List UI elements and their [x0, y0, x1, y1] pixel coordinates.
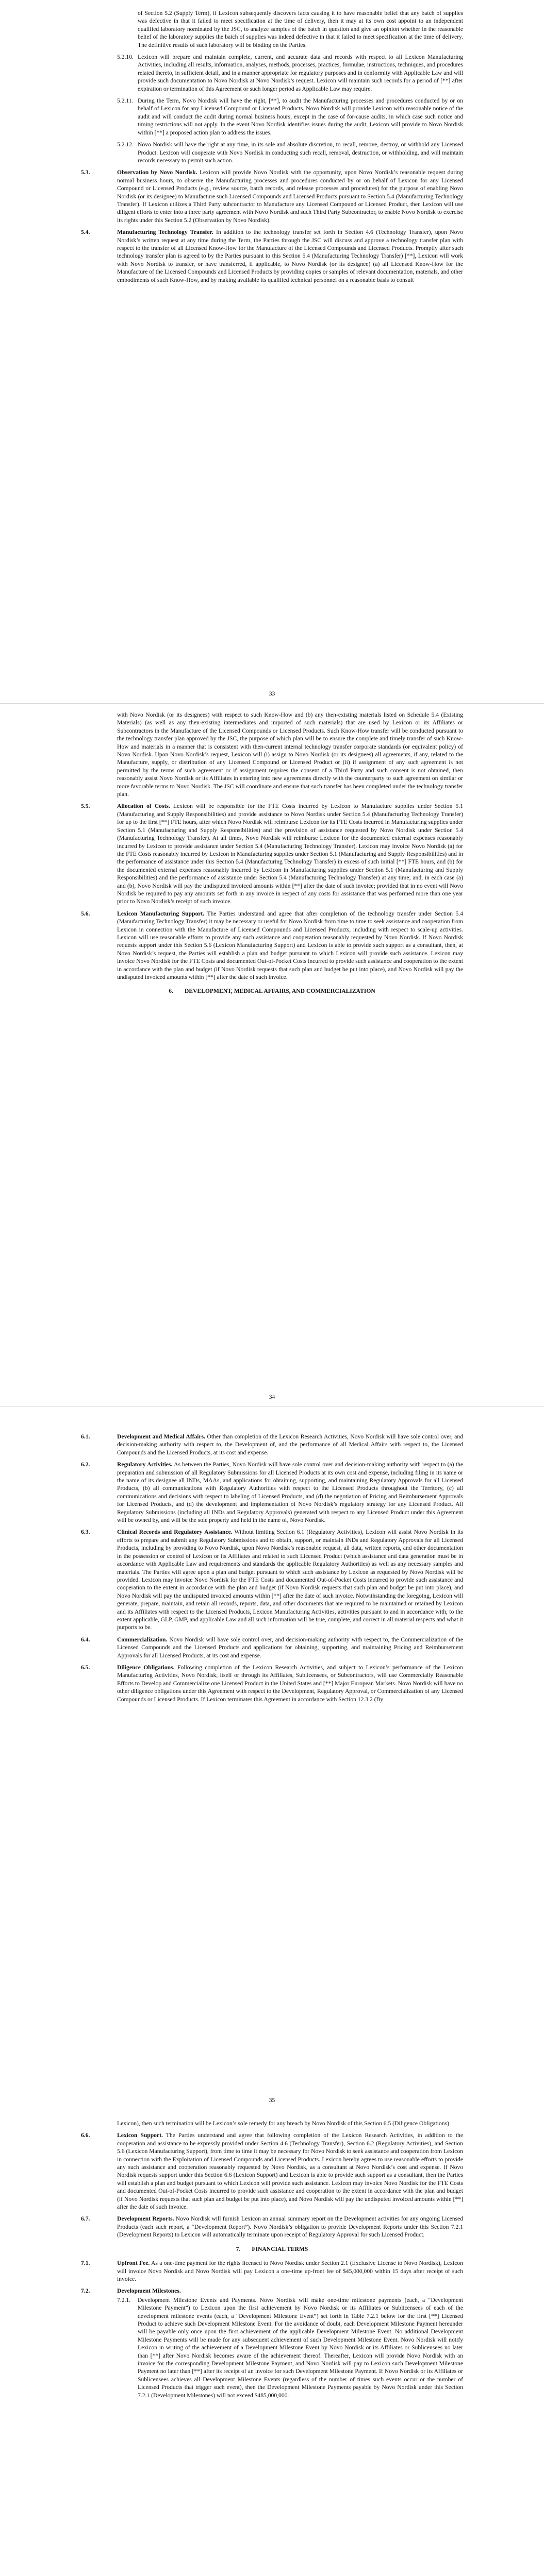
paragraph-text: Novo Nordisk will furnish Lexicon an annual summary report on the Development activities for any ongoing Licensed Products (each such report, a “Development Report”). Novo Nordisk’s obligation to provide Development Reports under this Section 7.2.1 (Development Reports) to Lexicon will automatically terminate upon receipt of Regulatory Approval for such Licensed Product.: [117, 2215, 463, 2239]
section-6-5-continuation: [81, 2120, 463, 2127]
section-number: 6.2.: [81, 1461, 90, 1468]
section-7-2-1: [81, 2296, 463, 2399]
paragraph-text: As a one-time payment for the rights licensed to Novo Nordisk under Section 2.1 (Exclusive License to Novo Nordisk), Lexicon will invoice Novo Nordisk and Novo Nordisk will pay Lexicon a one-time up-front fee of $45,000,000 within 15 days after receipt of such invoice.: [117, 2260, 463, 2282]
paragraph-text: The Parties understand and agree that after completion of the technology transfer under Section 5.4 (Manufacturing Technology Transfer) it may be necessary or useful for Novo Nordisk from time to time to seek assistance and cooperation from Lexicon in connection with the Manufacture of Licensed Compounds and Licensed Products, including with respect to scale-up activities. Lexicon will use reasonable efforts to provide any such assistance and cooperation reasonably requested by Novo Nordisk. If Novo Nordisk requests support under this Section 5.6 (Lexicon Manufacturing Support) and Lexicon is able to provide such support as a consultant, then, at Novo Nordisk’s request, the Parties will establish a plan and budget pursuant to which Lexicon will provide such assistance. Lexicon may invoice Novo Nordisk for the FTE Costs and documented Out-of-Pocket Costs incurred to provide such assistance and cooperation to the extent in accordance with the plan and budget (if Novo Nordisk requests that such plan and budget be put into place), and Novo Nordisk will pay the undisputed invoiced amounts within [**] after the date of such invoice.: [117, 910, 463, 980]
paragraph-text: Lexicon will prepare and maintain complete, current, and accurate data and records with respect to all Lexicon Manufacturing Activities, including all results, information, analyses, methods, processes, practices, formulae, instructions, techniques, and procedures related thereto, in sufficient detail, and in a manner appropriate for regulatory purposes and in conformity with Applicable Law and will provide such documentation to Novo Nordisk at Novo Nordisk’s request. Lexicon will maintain such records for a period of [**] after expiration or termination of this Agreement or such longer period as Applicable Law may require.: [138, 54, 463, 92]
page-33-body: [81, 9, 463, 288]
section-number: 7.2.1.: [117, 2296, 131, 2303]
section-heading: Lexicon Support.: [117, 2132, 163, 2139]
section-5-2-10: [81, 53, 463, 93]
section-6-7: [81, 2215, 463, 2239]
section-heading: Commercialization.: [117, 1636, 168, 1643]
paragraph-text: Without limiting Section 6.1 (Regulatory Activities), Lexicon will assist Novo Nordisk in its efforts to prepare and submit any Regulatory Submissions and to obtain, support, or maintain INDs and Regulatory Approvals for all Licensed Products, including by providing to Novo Nordisk, upon Novo Nordisk’s reasonable request, all data, written reports, and other documentation in the possession or control of Lexicon or its Affiliates and related to such Licensed Product (which assistance and data generation must be in accordance with Applicable Law and requirements and standards the applicable Regulatory Authorities) as well as any necessary samples and materials. The Parties will agree upon a plan and budget pursuant to which such assistance by Lexicon as requested by Novo Nordisk will be provided. Lexicon may invoice Novo Nordisk for the FTE Costs and documented Out-of-Pocket Costs incurred to provide such assistance and cooperation to the extent in accordance with the plan and budget (if Novo Nordisk requests that such plan and budget be put into place), and Novo Nordisk will pay the undisputed invoiced amounts within [**] after the date of such invoice. Notwithstanding the foregoing, Lexicon will generate, prepare, maintain, and retain all records, reports, data, and other documents that are required to be maintained or retained by Lexicon and its Affiliates with respect to the Licensed Products, Lexicon Manufacturing Activities, activities pursuant to and in accordance with, to the extent applicable, GLP, GMP, and applicable Law and all such information will be true, complete, and correct in all material respects and what it purports to be.: [117, 1529, 463, 1631]
document-page-33: [0, 0, 544, 703]
article-6-heading: [81, 987, 463, 995]
paragraph-text: Other than completion of the Lexicon Research Activities, Novo Nordisk will have sole control over, and decision-making authority with respect to, the Development of, and the performance of all Medical Affairs with respect to, the Licensed Compounds and the Licensed Products, at its cost and expense.: [117, 1433, 463, 1456]
paragraph-text: with Novo Nordisk (or its designees) with respect to such Know-How and (b) any then-existing materials listed on Schedule 5.4 (Existing Materials) (as well as any then-existing intermediates and imported of such materials) that are used by Lexicon or its Affiliates or Subcontractors in the Manufacture of the Licensed Compounds or Licensed Products. Such Know-How transfer will be conducted pursuant to the technology transfer plan approved by the JSC, the purpose of which plan will be to ensure the complete and timely transfer of such Know-How and materials in a manner that is consistent with then-current internal technology transfer corporate standards (or equivalent policy) of Novo Nordisk. Upon Novo Nordisk’s request, Lexicon will (i) assign to Novo Nordisk (or its designees) all agreements, if any, related to the Manufacture, supply, or distribution of any Licensed Compound or Licensed Product or (ii) if assignment of any such agreement is not permitted by the terms of such agreement or if assignment requires the consent of a Third Party and such consent is not obtained, then reasonably assist Novo Nordisk or its Affiliates in entering into new agreements directly with the counterparty to such agreement on similar or more favorable terms to Novo Nordisk. The JSC will coordinate and ensure that such transfer has been completed under the technology transfer plan.: [117, 711, 463, 798]
section-6-2: [81, 1461, 463, 1524]
paragraph-text: In addition to the technology transfer set forth in Section 4.6 (Technology Transfer), upon Novo Nordisk’s written request at any time during the Term, the Parties through the JSC will discuss and approve a technology transfer plan with respect to the transfer of all Licensed Know-How for the Manufacture of the Licensed Compounds and Licensed Products. Promptly after such technology transfer plan is agreed to by the Parties pursuant to this Section 5.4 (Manufacturing Technology Transfer) [**], Lexicon will work with Novo Nordisk to transfer, or have transferred, if applicable, to Novo Nordisk (or its designee) (a) all Licensed Know-How for the Manufacture of the Licensed Compounds and Licensed Products by providing copies or samples of relevant documentation, materials, and other embodiments of such Know-How, and by making available its qualified technical personnel on a reasonable basis to consult: [117, 229, 464, 283]
paragraph-text: Following completion of the Lexicon Research Activities, and subject to Lexicon’s performance of the Lexicon Manufacturing Activities, Novo Nordisk, itself or through its Affiliates, Sublicensees, or Subcontractors, will use Commercially Reasonable Efforts to Develop and Commercialize one Licensed Product in the United States and [**] Major European Markets. Novo Nordisk will have no other diligence obligations under this Agreement with respect to the Development, Regulatory Approval, or Commercialization of any Licensed Compounds or Licensed Products. If Lexicon terminates this Agreement in accordance with Section 12.3.2 (By: [117, 1664, 463, 1703]
section-6-3: [81, 1528, 463, 1631]
section-6-1: [81, 1433, 463, 1456]
section-5-2-9-continuation: [81, 9, 463, 49]
paragraph-text: Lexicon), then such termination will be Lexicon’s sole remedy for any breach by Novo Nordisk of this Section 6.5 (Diligence Obligations).: [117, 2120, 451, 2127]
article-title: DEVELOPMENT, MEDICAL AFFAIRS, AND COMMERCIALIZATION: [184, 988, 375, 995]
page-number: 33: [269, 690, 275, 697]
section-6-5: [81, 1664, 463, 1703]
section-6-4: [81, 1636, 463, 1659]
section-number: 5.2.10.: [117, 54, 134, 61]
paragraph-text: Development Milestone Events and Payments. Novo Nordisk will make one-time milestone payments (each, a “Development Milestone Payment”) to Lexicon upon the first achievement by Novo Nordisk or its Affiliates or Sublicensees of each of the development milestone events (each, a “Development Milestone Event”) set forth in Table 7.2.1 below for the first [**] Licensed Product to achieve such Development Milestone Event. For the avoidance of doubt, each Development Milestone Payment hereunder will be payable only once upon the first achievement of the applicable Development Milestone Event. No additional Development Milestone Payments will be made for any subsequent achievement of such Development Milestone Event. Novo Nordisk will notify Lexicon in writing of the achievement of a Development Milestone Event by Novo Nordisk or its Affiliates or Sublicensees no later than [**] after Novo Nordisk becomes aware of the achievement thereof. Thereafter, Lexicon will provide Novo Nordisk with an invoice for the corresponding Development Milestone Payment, and Novo Nordisk will pay to Lexicon such Development Milestone Payment no later than [**] after its receipt of an invoice for such Development Milestone Payment. If Novo Nordisk or its Affiliates or Sublicensees achieves all Development Milestone Events (regardless of the number of times such events occur or the number of Licensed Products that trigger such event), then the Development Milestone Payments payable by Novo Nordisk under this Section 7.2.1 (Development Milestones) will not exceed $485,000,000.: [138, 2296, 463, 2399]
section-5-2-11: [81, 97, 463, 137]
section-heading: Development Milestones.: [117, 2287, 181, 2295]
section-number: 5.5.: [81, 803, 90, 810]
paragraph-text: Lexicon will be responsible for the FTE Costs incurred by Lexicon to Manufacture supplies under Section 5.1 (Manufacturing and Supply Responsibilities) and provide assistance to Novo Nordisk under Section 5.4 (Manufacturing Technology Transfer) for up to the first [**] FTE hours, after which Novo Nordisk will reimburse Lexicon for its FTE Costs incurred in Manufacturing supplies under Section 5.1 (Manufacturing and Supply Responsibilities) and the provision of assistance requested by Novo Nordisk under Section 5.4 (Manufacturing Technology Transfer). At all times, Novo Nordisk will reimburse Lexicon for the documented external expenses reasonably incurred by Lexicon to provide assistance under Section 5.4 (Manufacturing Technology Transfer). Lexicon may invoice Novo Nordisk (a) for the FTE Costs reasonably incurred by Lexicon in Manufacturing supplies under Section 5.1 (Manufacturing and Supply Responsibilities) and in the performance of assistance under this Section 5.4 (Manufacturing Technology Transfer) in excess of such initial [**] FTE hours, and (b) for the documented external expenses reasonably incurred by Lexicon in Manufacturing supplies under Section 5.1 (Manufacturing and Supply Responsibilities) and the performance of assistance under Section 5.4 (Manufacturing Technology Transfer) at any time; and, in each case (a) and (b), Novo Nordisk will pay the undisputed invoiced amounts within [**] after the date of such invoice; provided that in no event will Novo Nordisk be required to pay any amounts set forth in any invoice in respect of any costs for assistance that was performed more than one year prior to Novo Nordisk’s receipt of such invoice.: [117, 803, 463, 905]
section-number: 5.4.: [81, 229, 90, 236]
section-number: 5.2.12.: [117, 141, 134, 148]
section-heading: Diligence Obligations.: [117, 1664, 175, 1671]
page-number: 35: [269, 2097, 275, 2104]
paragraph-text: Novo Nordisk will have the right at any time, in its sole and absolute discretion, to recall, remove, destroy, or withhold any Licensed Product. Lexicon will cooperate with Novo Nordisk in conducting such recall, removal, destruction, or withholding, and will maintain records necessary to permit such action.: [138, 141, 463, 164]
article-number: 6.: [169, 988, 173, 995]
section-5-4: [81, 228, 463, 284]
section-heading: Manufacturing Technology Transfer.: [117, 229, 213, 236]
section-number: 5.6.: [81, 910, 90, 917]
section-number: 7.1.: [81, 2260, 90, 2267]
section-number: 5.2.11.: [117, 97, 134, 105]
document-page-34: [0, 704, 544, 1406]
article-number: 7.: [236, 2245, 241, 2252]
section-5-2-12: [81, 141, 463, 164]
paragraph-text: During the Term, Novo Nordisk will have the right, [**], to audit the Manufacturing processes and procedures conducted by or on behalf of Lexicon for any Licensed Compound or Licensed Products. Novo Nordisk will provide Lexicon with reasonable notice of the audit and will conduct the audit during normal business hours, except in the case of for-cause audits, in which case such notice and timing restrictions will not apply. In the event Novo Nordisk identifies issues during the audit, Lexicon will provide to Novo Nordisk within [**] a proposed action plan to address the issues.: [138, 97, 463, 136]
section-7-1: [81, 2259, 463, 2283]
section-5-6: [81, 910, 463, 981]
section-5-3: [81, 168, 463, 224]
paragraph-text: The Parties understand and agree that following completion of the Lexicon Research Activities, in addition to the cooperation and assistance to be expressly provided under Section 4.6 (Technology Transfer), Section 6.2 (Regulatory Activities), and Section 5.6 (Lexicon Manufacturing Support), from time to time it may be necessary for Novo Nordisk to seek assistance and cooperation from Lexicon in connection with the Exploitation of Licensed Compounds and Licensed Products. Lexicon hereby agrees to use reasonable efforts to provide any such assistance and cooperation reasonably requested by Novo Nordisk, as a consultant at Novo Nordisk’s cost and expense. If Novo Nordisk requests support under this Section 6.6 (Lexicon Support) and Lexicon is able to provide such support as a consultant, then the Parties will establish a plan and budget pursuant to which Lexicon will provide such assistance. Lexicon may invoice Novo Nordisk for the FTE Costs and documented Out-of-Pocket Costs incurred to provide such assistance and cooperation to the extent in accordance with the plan and budget (if Novo Nordisk requests that such plan and budget be put into place), and Novo Nordisk will pay the undisputed invoiced amounts within [**] after the date of such invoice.: [117, 2132, 463, 2211]
document-page-36: [0, 2110, 544, 2576]
paragraph-text: As between the Parties, Novo Nordisk will have sole control over and decision-making authority with respect to (a) the preparation and submission of all Regulatory Submissions for all Licensed Products at its own cost and expense, including filing in its name or the name of its designee all INDs, MAAs, and applications for obtaining, supporting, and maintaining Regulatory Approvals for all Licensed Products, (b) all communications with Regulatory Authorities with respect to the Licensed Products throughout the Territory, (c) all communications and decisions with respect to labeling of Licensed Products, and (d) the negotiation of Pricing and Reimbursement Approvals for Licensed Products, and (d) the development and implementation of Novo Nordisk’s regulatory strategy for any Licensed Product. All Regulatory Submissions (including all INDs and Regulatory Approvals) generated with respect to any Licensed Product under this Agreement will be owned by, and will be the sole property and held in the name of, Novo Nordisk.: [117, 1461, 463, 1524]
article-title: FINANCIAL TERMS: [252, 2245, 308, 2252]
section-heading: Development Reports.: [117, 2215, 174, 2223]
section-heading: Upfront Fee.: [117, 2260, 150, 2267]
section-heading: Regulatory Activities.: [117, 1461, 173, 1468]
document-page-35: [0, 1407, 544, 2110]
section-5-4-continuation: [81, 711, 463, 798]
section-7-2: [81, 2287, 463, 2295]
section-heading: Observation by Novo Nordisk.: [117, 169, 197, 176]
section-number: 6.1.: [81, 1433, 90, 1440]
page-34-body: [81, 711, 463, 1002]
paragraph-text: of Section 5.2 (Supply Term), if Lexicon subsequently discovers facts causing it to have reasonable belief that any batch of supplies was defective in that it failed to meet specification at the time of delivery, then it may at its own cost appoint to an independent qualified laboratory nominated by the JSC, to analyze samples of the batch in question and give an opinion whether in the reasonable belief of the laboratory supplies the batch of supplies was indeed defective in that it failed to meet specification at the time of delivery. The definitive results of such laboratory will be binding on the Parties.: [138, 10, 463, 48]
section-number: 6.7.: [81, 2215, 90, 2223]
section-number: 6.6.: [81, 2132, 90, 2139]
section-6-6: [81, 2131, 463, 2211]
paragraph-text: Lexicon will provide Novo Nordisk with the opportunity, upon Novo Nordisk’s reasonable request during normal business hours, to observe the Manufacturing processes and procedures conducted by or on behalf of Lexicon for any Licensed Compound or Licensed Products (e.g., review source, batch records, and release processes and procedures) for the purpose of enabling Novo Nordisk (or its designee) to Manufacture such Licensed Compounds and Licensed Products pursuant to Section 5.4 (Manufacturing Technology Transfer). If Lexicon utilizes a Third Party subcontractor to Manufacture any Licensed Compound or Licensed Product, then Lexicon will use diligent efforts to enter into a three party agreement with Novo Nordisk and such Third Party Subcontractor, to enable Novo Nordisk to exercise its rights under this Section 5.2 (Observation by Novo Nordisk).: [117, 169, 464, 224]
section-heading: Clinical Records and Regulatory Assistance.: [117, 1529, 233, 1536]
section-heading: Development and Medical Affairs.: [117, 1433, 206, 1440]
section-number: 6.3.: [81, 1529, 90, 1536]
page-number: 34: [269, 1394, 275, 1400]
section-number: 5.3.: [81, 169, 90, 176]
section-number: 6.4.: [81, 1636, 90, 1643]
paragraph-text: Novo Nordisk will have sole control over, and decision-making authority with respect to, the Commercialization of the Licensed Compounds and the Licensed Products and applications for obtaining, supporting, and maintaining Pricing and Reimbursement Approvals for all Licensed Products, at its cost and expense.: [117, 1636, 463, 1659]
section-number: 7.2.: [81, 2287, 90, 2295]
page-35-body: [81, 1433, 463, 1707]
section-heading: Allocation of Costs.: [117, 803, 170, 810]
section-heading: Lexicon Manufacturing Support.: [117, 910, 205, 917]
page-36-body: [81, 2120, 463, 2403]
section-number: 6.5.: [81, 1664, 90, 1671]
section-5-5: [81, 802, 463, 905]
article-7-heading: [81, 2245, 463, 2253]
